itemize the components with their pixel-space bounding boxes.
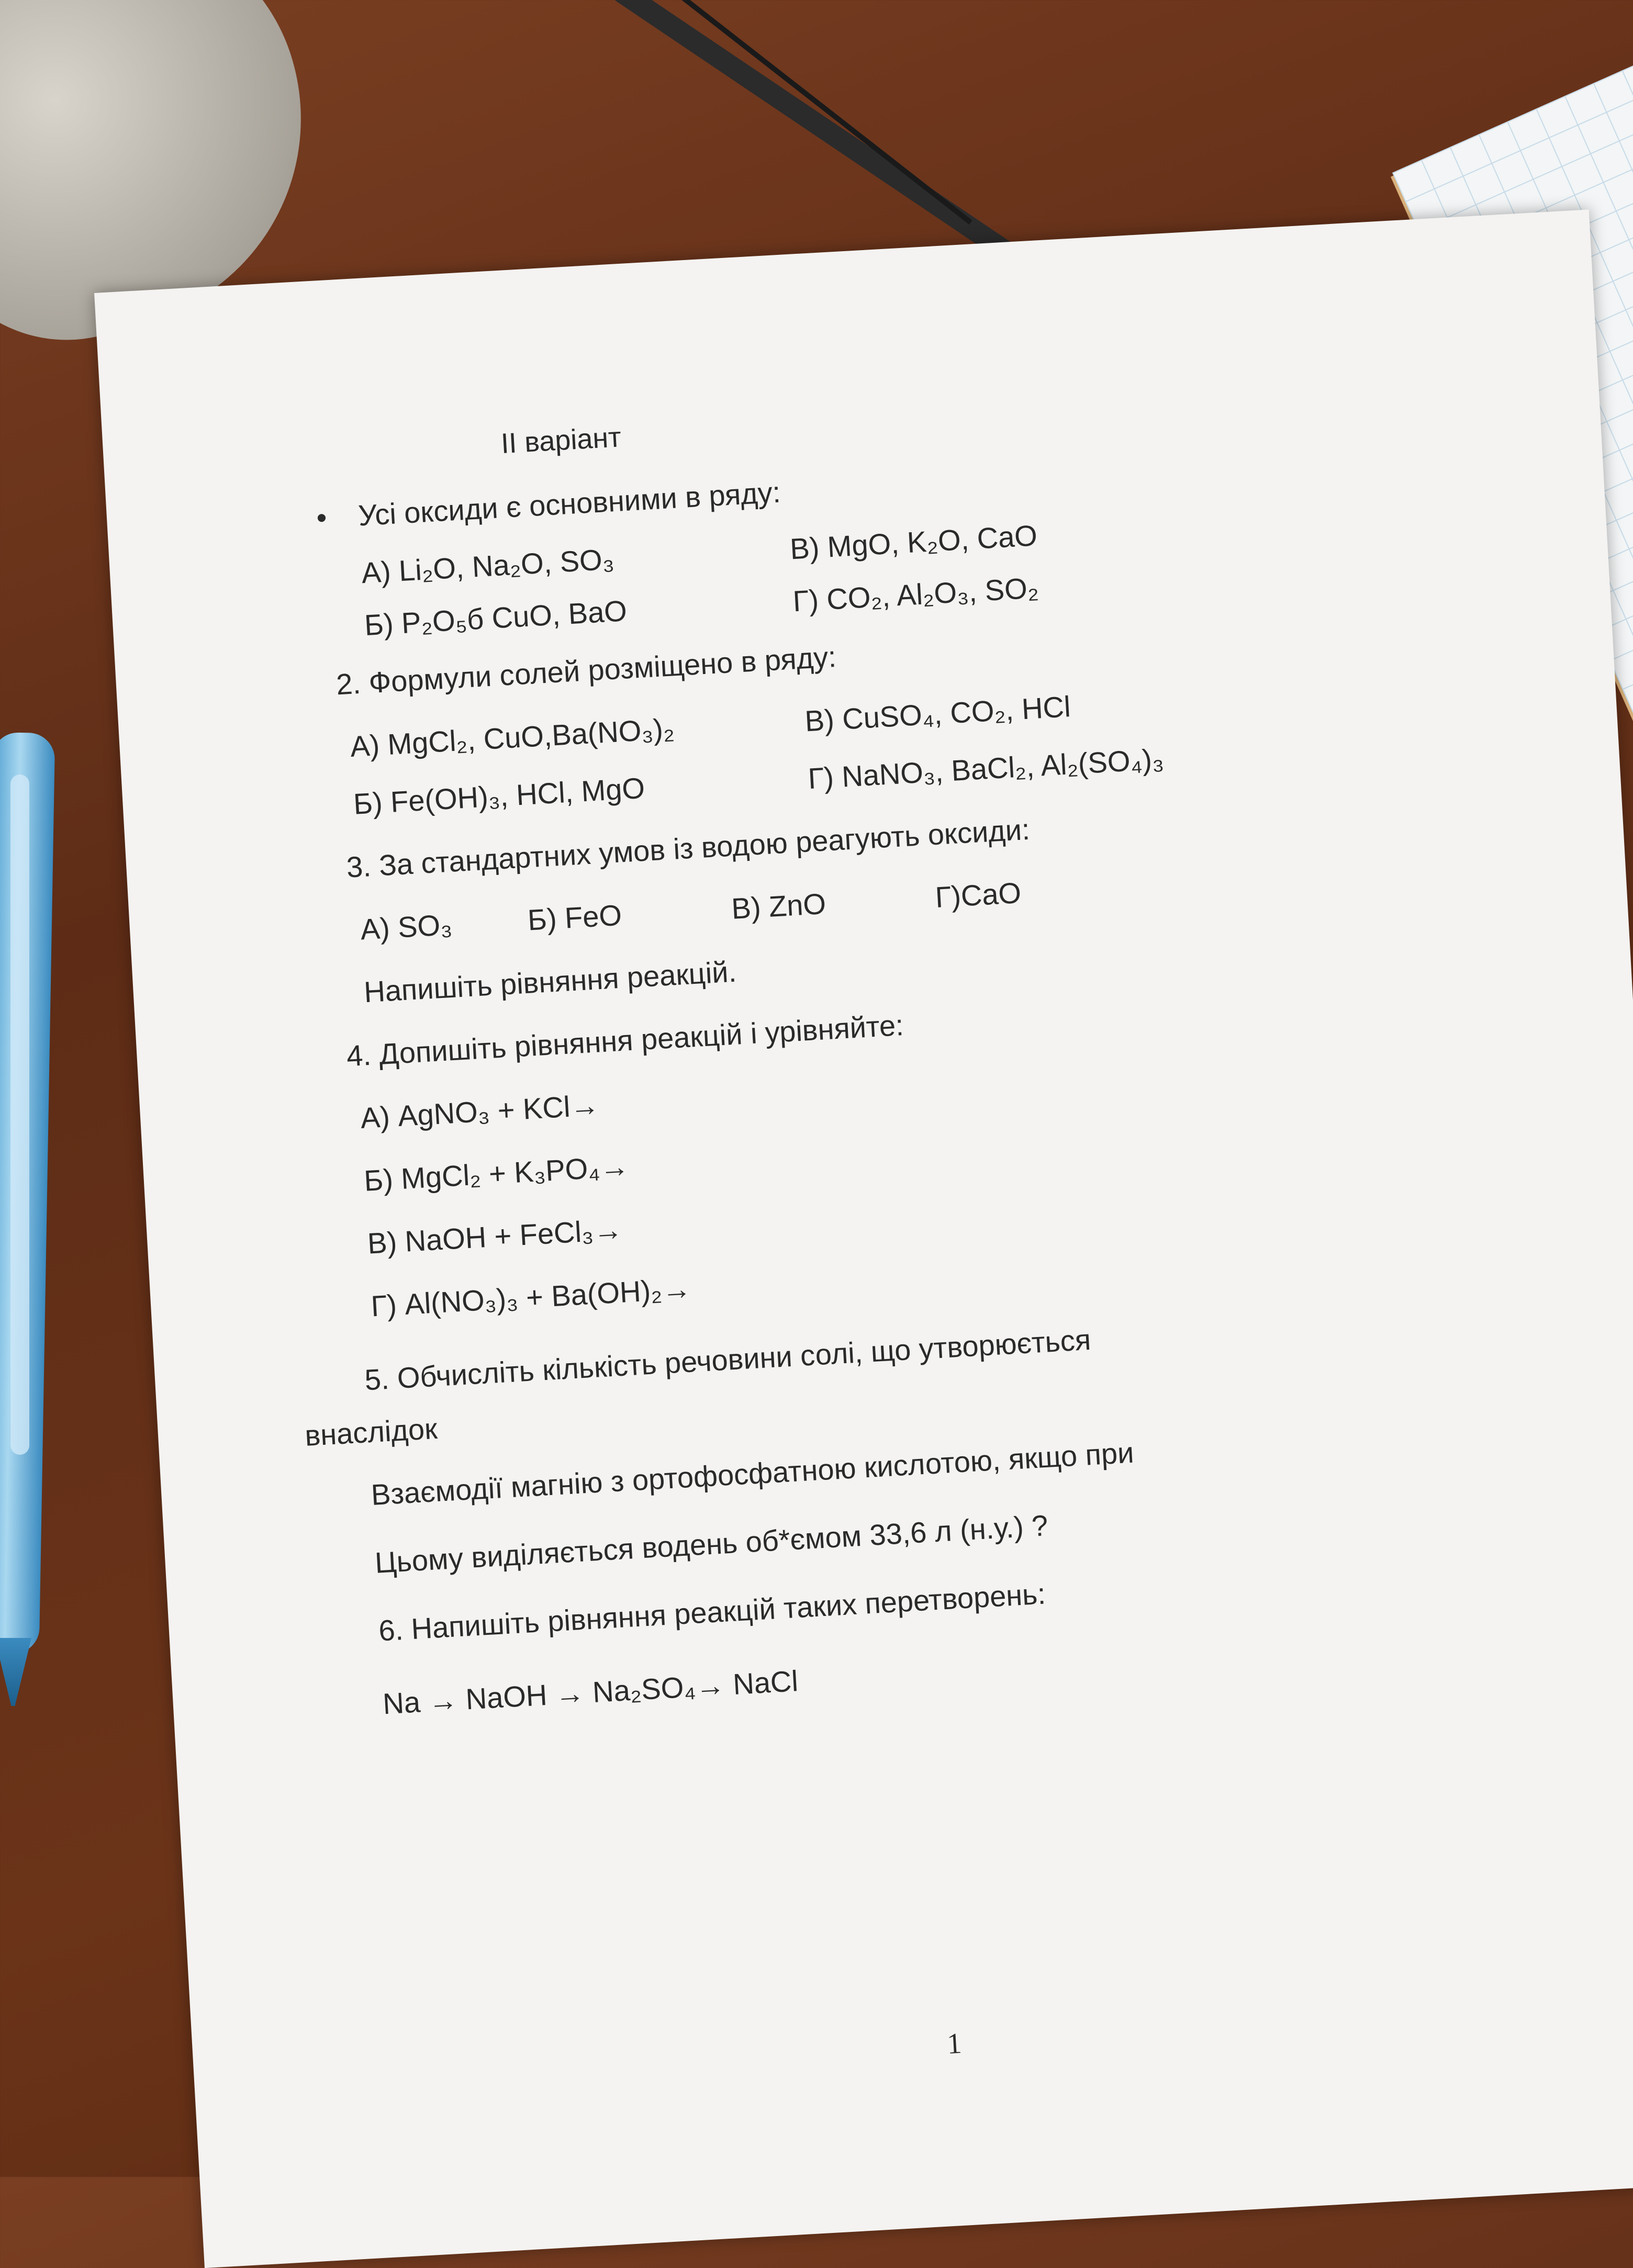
q6-chain: Na → NaOH → Na₂SO₄→ NaCl (382, 1664, 799, 1721)
q5-line3: Взаємодії магнію з ортофосфатною кислотою, якщо при (370, 1435, 1135, 1512)
q2-option-a: А) MgCl₂, CuO,Ba(NO₃)₂ (349, 712, 676, 763)
pen-tip (0, 1638, 31, 1706)
q1-option-b: Б) P₂O₅б CuO, BaO (363, 594, 628, 642)
q4-option-v: В) NaOH + FeCl₃→ (366, 1212, 624, 1260)
q1-option-v: В) MgO, K₂O, CaO (789, 519, 1038, 566)
q3-option-b: Б) FeO (527, 898, 623, 937)
worksheet-paper (94, 209, 1633, 2268)
q1-option-a: А) Li₂O, Na₂O, SO₃ (360, 542, 615, 590)
q3-note: Напишіть рівняння реакцій. (363, 955, 737, 1009)
q3-prompt: 3. За стандартних умов із водою реагують оксиди: (345, 812, 1031, 884)
q3-option-g: Г)CaO (934, 875, 1022, 914)
q1-bullet: • (315, 500, 328, 534)
q2-option-b: Б) Fe(OH)₃, HCl, MgO (352, 771, 646, 821)
q2-option-g: Г) NaNO₃, BaCl₂, Al₂(SO₄)₃ (807, 742, 1165, 795)
q4-option-b: Б) MgCl₂ + K₃PO₄→ (363, 1149, 630, 1197)
q3-option-a: А) SO₃ (359, 907, 453, 946)
q4-option-a: А) AgNO₃ + KCl→ (360, 1088, 600, 1135)
q4-option-g: Г) Al(NO₃)₃ + Ba(OH)₂→ (370, 1272, 692, 1323)
pen-clip (10, 774, 29, 1455)
q5-line4: Цьому виділяється водень об*ємом 33,6 л (н.у.) ? (374, 1509, 1049, 1579)
q5-line1: 5. Обчисліть кількість речовини солі, що утворюється (363, 1322, 1092, 1397)
page-number: 1 (946, 2027, 963, 2061)
q4-prompt: 4. Допишіть рівняння реакцій і урівняйте: (345, 1008, 905, 1073)
pencil (612, 0, 1014, 262)
q6-prompt: 6. Напишіть рівняння реакцій таких перетворень: (377, 1577, 1047, 1647)
q2-prompt: 2. Формули солей розміщено в ряду: (335, 639, 837, 701)
q2-option-v: В) CuSO₄, CO₂, HCl (804, 690, 1071, 738)
q1-option-g: Г) CO₂, Al₂O₃, SO₂ (792, 571, 1039, 618)
q3-option-v: В) ZnO (730, 886, 827, 925)
q5-line2: внаслідок (304, 1411, 439, 1452)
q1-prompt: Усі оксиди є основними в ряду: (357, 475, 781, 532)
worksheet-content (94, 209, 1633, 2268)
variant-title: II варіант (500, 421, 622, 460)
